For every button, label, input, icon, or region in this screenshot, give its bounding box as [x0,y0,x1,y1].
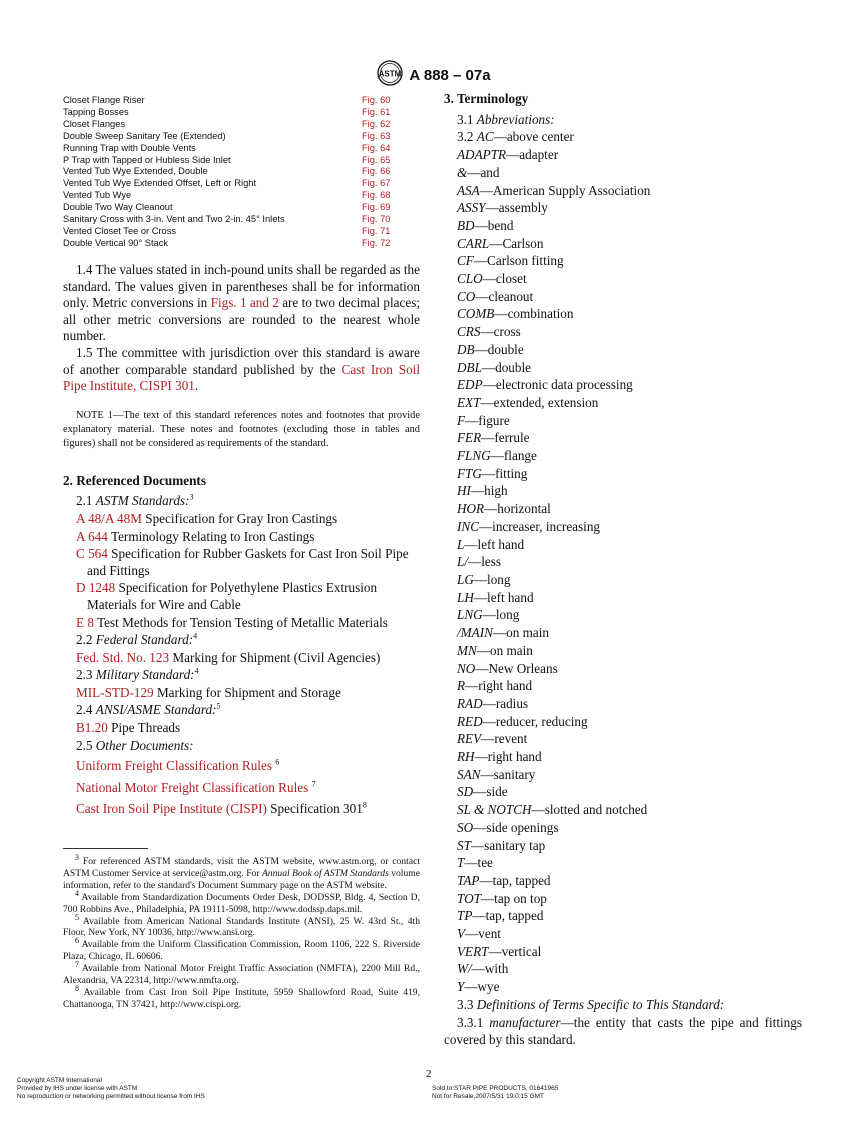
page-header [0,60,866,91]
figure-link[interactable]: Fig. 63 [362,130,391,141]
figure-name: Running Trap with Double Vents [63,142,196,153]
abbreviation-item: SAN—sanitary [457,766,536,782]
reference-link[interactable]: A 644 [76,528,108,544]
abbreviation-item: &—and [457,164,500,180]
figure-name: Vented Tub Wye [63,190,132,201]
abbreviation-item: EDP—electronic data processing [457,377,633,393]
figure-link[interactable]: Fig. 66 [362,166,391,177]
copyright-notice: Copyright ASTM International Provided by IHS under license with ASTM No reproduction or networking permitted without license from IHS [17,1077,205,1100]
abbreviation-item: LG—long [457,571,511,587]
abbreviation-item: RH—right hand [457,749,542,765]
reference-link[interactable]: E 8 [76,614,94,630]
footnote-4: $^4$ Available from Standardization Documents Order Desk, DODSSP, Bldg. 4, Section D, 700 Robbins Ave., Philadelphia, PA 19111-5098, http://www.dodssp.daps.mil. [63,888,420,915]
abbreviation-item: CARL—Carlson [457,235,544,251]
abbreviation-list [444,128,802,995]
abbreviation-item: FLNG—flange [457,448,537,464]
figure-list-item [63,190,398,202]
abbreviation-item: TP—tap, tapped [457,908,544,924]
figure-name: Tapping Bosses [63,106,129,117]
reference-link[interactable]: A 48/A 48M [76,510,142,526]
section-2-1: 2.1 ASTM Standards:$^3$ [76,492,194,509]
uniform-freight-link[interactable]: Uniform Freight Classification Rules [76,758,272,774]
figure-list [63,95,398,250]
reference-link[interactable]: C 564 [76,546,108,562]
fed-std-ref: Fed. Std. No. 123 Marking for Shipment (Civil Agencies) [76,649,381,665]
section-2-2: 2.2 Federal Standard:$^4$ [76,631,198,648]
astm-logo-icon [375,60,405,91]
figure-link[interactable]: Fig. 68 [362,190,391,201]
section-3-3: 3.3 Definitions of Terms Specific to This Standard: [457,996,725,1012]
abbreviation-item: DBL—double [457,359,532,375]
figure-link[interactable]: Fig. 72 [362,237,391,248]
abbreviation-item: COMB—combination [457,306,574,322]
figure-list-item [63,131,398,143]
abbreviation-item: INC—increaser, increasing [457,518,601,534]
figure-list-item [63,143,398,155]
figure-name: Double Sweep Sanitary Tee (Extended) [63,130,226,141]
abbreviation-item: DB—double [457,341,524,357]
fed-std-link[interactable]: Fed. Std. No. 123 [76,649,170,665]
figs-link[interactable]: Figs. 1 and 2 [210,295,279,311]
figure-list-item [63,107,398,119]
svg-text:ASTM: ASTM [379,69,402,79]
footnote-6: $^6$ Available from the Uniform Classification Commission, Room 1106, 222 S. Riverside Plaza, Chicago, IL 60606. [63,936,420,963]
paragraph-1-4: 1.4 The values stated in inch-pound units shall be regarded as the standard. The values given in parentheses shall be for information only. Metric conversions in Figs. 1 and 2 are to two decimal places; all other metric conversions are rounded to the nearest whole number. [63,262,421,344]
astm-reference: A 48/A 48M Specification for Gray Iron Castings [76,510,338,526]
abbreviation-item: RED—reducer, reducing [457,713,588,729]
abbreviation-item: CF—Carlson fitting [457,253,564,269]
abbreviation-item: LH—left hand [457,589,534,605]
section-3-3-1: 3.3.1 manufacturer—the entity that casts the pipe and fittings covered by this standard. [444,1014,802,1048]
figure-link[interactable]: Fig. 71 [362,225,391,236]
figure-link[interactable]: Fig. 60 [362,95,391,105]
figure-name: Closet Flange Riser [63,95,145,105]
figure-name: Vented Tub Wye Extended, Double [63,166,208,177]
abbreviation-item: HI—high [457,483,508,499]
figure-link[interactable]: Fig. 69 [362,202,391,213]
section-3-1: 3.1 Abbreviations: [457,111,555,127]
footnotes [63,852,420,1011]
standard-number: A 888 – 07a [409,67,491,84]
abbreviation-item: ADAPTR—adapter [457,147,559,163]
section-2-5: 2.5 Other Documents: [76,737,194,753]
mil-std-link[interactable]: MIL-STD-129 [76,684,154,700]
figure-link[interactable]: Fig. 65 [362,154,391,165]
figure-name: Sanitary Cross with 3-in. Vent and Two 2-in. 45° Inlets [63,214,285,225]
figure-list-item [63,166,398,178]
abbreviation-item: SL & NOTCH—slotted and notched [457,802,648,818]
figure-list-item [63,238,398,250]
figure-name: Double Two Way Cleanout [63,202,173,213]
section-2-3: 2.3 Military Standard:$^4$ [76,666,199,683]
right-column [444,90,802,1049]
abbreviation-item: FTG—fitting [457,465,528,481]
astm-reference: A 644 Terminology Relating to Iron Castings [76,528,315,544]
abbreviation-item: NO—New Orleans [457,660,558,676]
abbreviation-item: Y—wye [457,979,500,995]
abbreviation-item: EXT—extended, extension [457,394,599,410]
abbreviation-item: RAD—radius [457,695,529,711]
abbreviation-item: LNG—long [457,607,520,623]
figure-link[interactable]: Fig. 64 [362,142,391,153]
cispi-ref: Cast Iron Soil Pipe Institute (CISPI) Specification $301^8$ [76,800,367,817]
astm-reference: E 8 Test Methods for Tension Testing of Metallic Materials [76,614,388,630]
figure-link[interactable]: Fig. 70 [362,214,391,225]
footnote-3: $^3$ For referenced ASTM standards, visit the ASTM website, www.astm.org, or contact ASTM Customer Service at service@astm.org. For Annual Book of ASTM Standards volume information, refer to the standard's Document Summary page on the ASTM website. [63,852,420,891]
abbreviation-item: FER—ferrule [457,430,530,446]
abbreviation-item: TOT—tap on top [457,890,547,906]
section-2-heading: 2. Referenced Documents [63,472,206,488]
figure-name: Vented Tub Wye Extended Offset, Left or Right [63,178,257,189]
cispi-ref-link[interactable]: Cast Iron Soil Pipe Institute (CISPI) [76,801,267,817]
figure-link[interactable]: Fig. 61 [362,106,391,117]
left-column [63,262,420,819]
figure-list-item [63,95,398,107]
mil-std-ref: MIL-STD-129 Marking for Shipment and Storage [76,684,341,700]
abbreviation-item: SO—side openings [457,819,559,835]
abbreviation-item: W/—with [457,961,509,977]
abbreviation-item: ASA—American Supply Association [457,182,651,198]
section-3-heading: 3. Terminology [444,91,529,106]
footnote-rule [63,848,148,849]
abbreviation-item: T—tee [457,855,493,871]
figure-list-item [63,155,398,167]
figure-link[interactable]: Fig. 62 [362,118,391,129]
abbreviation-item: R—right hand [457,678,533,694]
footnote-8: $^8$ Available from Cast Iron Soil Pipe Institute, 5959 Shallowford Road, Suite 419, Chattanooga, TN 37421, http://www.cispi.org. [63,983,420,1010]
section-2-4: 2.4 ANSI/ASME Standard:$^5$ [76,702,221,718]
abbreviation-item: MN—on main [457,642,533,658]
figure-list-item [63,226,398,238]
cispi-link[interactable]: Cast Iron Soil Pipe Institute, CISPI 301 [63,361,421,394]
astm-reference-list [63,511,420,631]
abbreviation-item: REV—revent [457,731,528,747]
astm-reference: D 1248 Specification for Polyethylene Plastics Extrusion Materials for Wire and Cable [76,580,378,612]
abbreviation-item: ST—sanitary tap [457,837,546,853]
astm-reference: C 564 Specification for Rubber Gaskets for Cast Iron Soil Pipe and Fittings [76,546,409,578]
abbreviation-item: CLO—closet [457,271,527,287]
figure-name: Vented Closet Tee or Cross [63,225,177,236]
abbreviation-item: VERT—vertical [457,943,542,959]
figure-list-item [63,214,398,226]
abbreviation-item: CO—cleanout [457,288,534,304]
abbreviation-item: L/—less [457,554,501,570]
abbreviation-item: SD—side [457,784,508,800]
abbreviation-item: BD—bend [457,217,514,233]
abbreviation-item: V—vent [457,926,501,942]
figure-link[interactable]: Fig. 67 [362,178,391,189]
abbreviation-item: TAP—tap, tapped [457,872,551,888]
figure-name: Double Vertical 90° Stack [63,237,169,248]
figure-name: Closet Flanges [63,118,126,129]
ansi-ref: B1.20 Pipe Threads [76,720,181,736]
figure-name: P Trap with Tapped or Hubless Side Inlet [63,154,231,165]
motor-freight-ref: National Motor Freight Classification Rules $^7$ [76,779,316,795]
license-notice: Sold to:STAR PIPE PRODUCTS, 01641965 Not for Resale,2007/5/31 19:0:15 GMT [432,1085,559,1100]
footnote-5: $^5$ Available from American National Standards Institute (ANSI), 25 W. 43rd St., 4th Floor, New York, NY 10036, http://www.ansi.org. [63,912,420,939]
abbreviation-item: /MAIN—on main [457,625,549,641]
motor-freight-link[interactable]: National Motor Freight Classification Rules [76,779,309,795]
abbreviation-item: F—figure [457,412,510,428]
reference-link[interactable]: D 1248 [76,580,116,596]
figure-list-item [63,119,398,131]
abbreviation-item: HOR—horizontal [457,501,551,517]
abbreviation-item: CRS—cross [457,324,521,340]
note-1: NOTE 1—The text of this standard references notes and footnotes that provide explanatory material. These notes and footnotes (excluding those in tables and figures) shall not be considered as requirements of the standard. [63,409,420,449]
paragraph-1-5: 1.5 The committee with jurisdiction over this standard is aware of another comparable standard published by the Cast Iron Soil Pipe Institute, CISPI 301. [63,344,421,394]
figure-list-item [63,178,398,190]
footnote-7: $^7$ Available from National Motor Freight Traffic Association (NMFTA), 2200 Mill Rd., Alexandria, VA 22314, http://www.nmfta.org. [63,959,420,987]
abbreviation-item: L—left hand [457,536,525,552]
abbreviation-item: ASSY—assembly [457,200,548,216]
uniform-freight-ref: Uniform Freight Classification Rules $^6$ [76,757,280,774]
abbreviation-item: 3.2 AC—above center [457,129,574,145]
ansi-link[interactable]: B1.20 [76,720,108,736]
page-number: 2 [426,1068,432,1080]
figure-list-item [63,202,398,214]
